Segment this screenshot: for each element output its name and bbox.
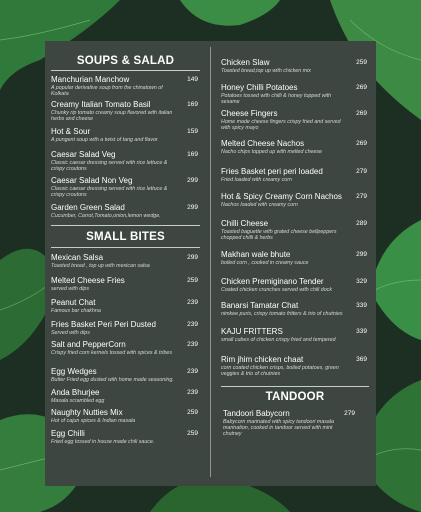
menu-item [221, 58, 369, 74]
menu-item [223, 409, 365, 437]
item-description: Toasted bread,top up with chicken mix [221, 67, 311, 74]
item-price: 239 [187, 341, 198, 348]
item-price: 279 [356, 168, 367, 175]
item-name: Chicken Premiginano Tender [221, 277, 324, 286]
menu-item [221, 219, 369, 241]
item-name: Creamy Italian Tomato Basil [51, 100, 151, 109]
item-description: Crispy fried corn kernels tossed with spices & tribes [51, 349, 172, 356]
menu-item [221, 327, 369, 343]
item-price: 269 [356, 84, 367, 91]
item-price: 169 [187, 151, 198, 158]
item-name: Fries Basket peri peri loaded [221, 167, 323, 176]
item-price: 339 [356, 302, 367, 309]
menu-item [221, 250, 369, 266]
menu-item [221, 355, 369, 377]
item-description: Toasted bread , top up with mexican salsa [51, 262, 150, 269]
menu-item [221, 167, 369, 183]
menu-item [51, 150, 200, 172]
menu-item [221, 192, 369, 208]
item-name: Manchurian Manchow [51, 75, 130, 84]
item-description: A pungent soup with a twist of tang and flavor [51, 136, 158, 143]
item-name: Makhan wale bhute [221, 250, 291, 259]
item-name: Chicken Slaw [221, 58, 270, 67]
menu-item [51, 176, 200, 198]
item-description: boiled corn , cooked in creamy sauce [221, 259, 309, 266]
section-heading-small-bites: SMALL BITES [86, 231, 165, 243]
item-description: Toasted baguette with grated cheese bellpeppers chopped chilli & herbs [221, 228, 337, 241]
item-description: Hot of cajun spices & Indian masala [51, 417, 136, 424]
column-divider [210, 47, 211, 477]
menu-item [51, 429, 200, 445]
item-price: 239 [187, 299, 198, 306]
item-description: Nacho chips topped up with melted cheese [221, 148, 322, 155]
item-price: 239 [187, 389, 198, 396]
item-price: 149 [187, 76, 198, 83]
item-name: Egg Chilli [51, 429, 85, 438]
item-description: Served with dips [51, 329, 90, 336]
item-description: Nachos loaded with creamy corn [221, 201, 298, 208]
item-price: 259 [187, 409, 198, 416]
item-price: 339 [356, 328, 367, 335]
menu-item [51, 367, 200, 383]
item-name: Anda Bhurjee [51, 388, 100, 397]
item-description: Home made cheese fingers crispy fried and served with spicy mayo [221, 118, 341, 131]
item-name: Cheese Fingers [221, 109, 278, 118]
item-price: 239 [187, 321, 198, 328]
item-name: Banarsi Tamatar Chat [221, 301, 299, 310]
item-price: 259 [356, 59, 367, 66]
item-description: Potatoes tossed with chilli & honey topped with sesame [221, 92, 332, 105]
item-price: 369 [356, 356, 367, 363]
item-description: Coated chicken crunches served with chili dock [221, 286, 332, 293]
item-price: 299 [356, 251, 367, 258]
item-description: Masala scrambled egg [51, 397, 105, 404]
section-rule [51, 225, 200, 226]
item-name: KAJU FRITTERS [221, 327, 283, 336]
item-description: Famous bar chakhna [51, 307, 101, 314]
section-heading-soups-salad: SOUPS & SALAD [76, 55, 175, 67]
item-price: 239 [187, 368, 198, 375]
menu-item [51, 127, 200, 143]
item-name: Naughty Nutties Mix [51, 408, 123, 417]
menu-item [51, 408, 200, 424]
item-name: Peanut Chat [51, 298, 96, 307]
item-description: Cucumber, Carrot,Tomato,onion,lemon wedge. [51, 212, 161, 219]
menu-item [51, 100, 200, 122]
item-description: Fried egg tossed in house made chili sauce. [51, 438, 155, 445]
menu-item [221, 277, 369, 293]
item-name: Hot & Spicy Creamy Corn Nachos [221, 192, 342, 201]
item-price: 279 [356, 193, 367, 200]
item-name: Honey Chilli Potatoes [221, 83, 298, 92]
item-name: Rim jhim chicken chaat [221, 355, 304, 364]
menu-panel [45, 41, 376, 486]
item-name: Egg Wedges [51, 367, 97, 376]
item-description: Chunky rip tomato creamy soup flavored with italian herbs and cheese [51, 109, 173, 122]
item-price: 269 [356, 110, 367, 117]
item-name: Chilli Cheese [221, 219, 269, 228]
item-price: 299 [187, 204, 198, 211]
section-rule [51, 70, 200, 71]
item-price: 269 [356, 140, 367, 147]
item-description: Butter Fried egg dusted with home made seasoning. [51, 376, 174, 383]
item-name: Garden Green Salad [51, 203, 125, 212]
item-description: served with dips [51, 285, 89, 292]
item-description: small cubes of chicken crispy fried and tempered [221, 336, 336, 343]
item-name: Melted Cheese Nachos [221, 139, 305, 148]
menu-item [51, 340, 200, 356]
item-description: Fried loaded with creamy corn [221, 176, 292, 183]
item-price: 279 [344, 410, 355, 417]
menu-item [51, 253, 200, 269]
item-price: 159 [187, 128, 198, 135]
menu-item [51, 203, 200, 219]
menu-item [51, 388, 200, 404]
item-price: 289 [356, 220, 367, 227]
item-name: Salt and PepperCorn [51, 340, 126, 349]
item-name: Mexican Salsa [51, 253, 104, 262]
item-name: Hot & Sour [51, 127, 91, 136]
section-rule [51, 247, 200, 248]
item-description: corn coated chicken crisps, boiled potatoes, green veggies & trio of chutnies [221, 364, 339, 377]
menu-item [51, 320, 200, 336]
menu-item [221, 301, 369, 317]
item-description: Classic caesar dressing served with rice lettuce & crispy croutons [51, 185, 168, 198]
section-rule [221, 386, 369, 387]
item-description: A popular derivative soup from the chinatown of Kolkata [51, 84, 163, 97]
menu-item [221, 109, 369, 131]
item-name: Tandoori Babycorn [223, 409, 290, 418]
item-price: 259 [187, 277, 198, 284]
item-price: 169 [187, 101, 198, 108]
menu-item [221, 83, 369, 105]
item-name: Fries Basket Peri Peri Dusted [51, 320, 156, 329]
item-price: 299 [187, 177, 198, 184]
item-description: nimkee puris, crispy tomato fritters & trio of chutnies [221, 310, 343, 317]
menu-item [51, 298, 200, 314]
item-description: Babycorn marinated with spicy tandoori masala marination, cooked in tandoor served with mint chutney [223, 418, 334, 438]
item-description: Classic caesar dressing served with rice lettuce & crispy croutons [51, 159, 168, 172]
item-name: Melted Cheese Fries [51, 276, 125, 285]
section-heading-tandoor: TANDOOR [265, 391, 325, 403]
item-name: Caesar Salad Veg [51, 150, 116, 159]
item-price: 299 [187, 254, 198, 261]
menu-item [51, 276, 200, 292]
item-name: Caesar Salad Non Veg [51, 176, 133, 185]
item-price: 329 [356, 278, 367, 285]
menu-item [51, 75, 200, 97]
item-price: 259 [187, 430, 198, 437]
menu-item [221, 139, 369, 155]
